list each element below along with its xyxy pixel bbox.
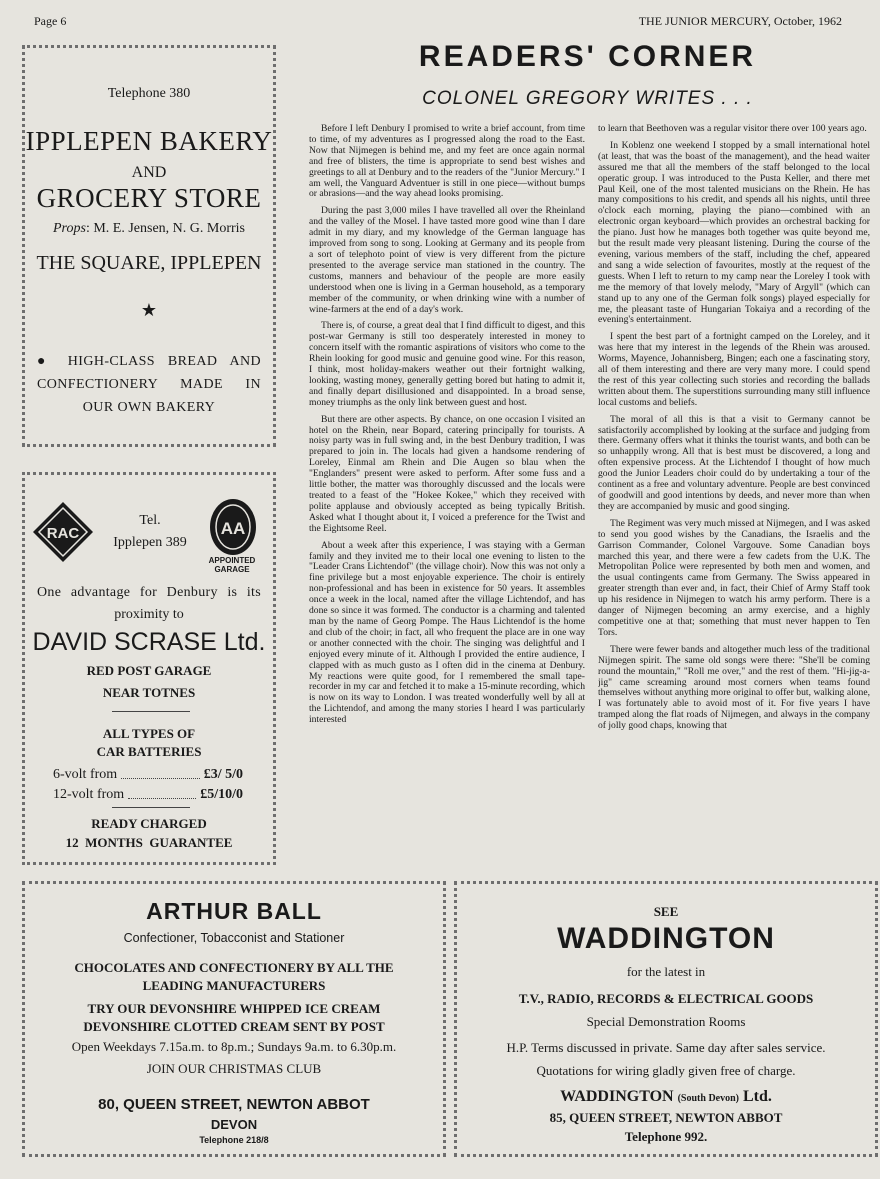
aa-badge-text: AA (220, 519, 246, 538)
company-name: WADDINGTON (560, 1088, 674, 1105)
advantage-line-2: proximity to (114, 607, 184, 622)
article-paragraph: The Regiment was very much missed at Nijmegen, and I was asked to send you good wishes by the Canadians, the Israelis and the Garrison Commander, Colonel Vargouve. Some Canadian boys marched this year, and there were a few cadets from the U.K. The Metropolitan Police were represented by both men and women, and the usual contingents came from Germany. The Swiss appeared in greater strength than ever and, in fact, their Chief of Army Staff took up his residence in Nijmegen to watch his army perform. There is a danger of Nijmegen becoming an army exercise, and a highly competitive one at that; something that must never happen to Ten Tors. (598, 517, 870, 638)
waddington-telephone: Telephone 992. (624, 1129, 708, 1144)
price-label: 12-volt from (53, 787, 125, 802)
tagline-1: HIGH-CLASS BREAD AND (67, 354, 261, 369)
tel-number: Ipplepen 389 (113, 535, 187, 550)
article-paragraph: During the past 3,000 miles I have travelled all over the Rheinland and the valley of the Mosel. I have tasted more good wine than I dare admit in my diary, and my knowledge of the German language has improved from song to song. Looking at Germany and its people from a sort of telephoto point of view is very different from the picture presented to the average service man stationed in the country. The customs, manners and behaviour of the people are more easily understood when one is living in a German household, as a temporary member of the community, or when drinking wine with a number of wine-farmers at the end of a day's work. (309, 205, 585, 315)
garage-label: GARAGE (214, 565, 250, 574)
ball-address: 80, QUEEN STREET, NEWTON ABBOT (98, 1096, 370, 1113)
waddington-address: 85, QUEEN STREET, NEWTON ABBOT (549, 1110, 783, 1125)
battery-types-2: CAR BATTERIES (96, 744, 202, 759)
company-note: (South Devon) (677, 1093, 739, 1104)
page-number: Page 6 (34, 14, 67, 28)
article-paragraph: About a week after this experience, I was staying with a German family and they invited me to their local one evening to listen to the "Leader Crans Lichtendof" (the village choir). Now this was not only a fine privilege but a most enjoyable experience. The choir is entirely non-professional and has been in existence for 50 years. It assembles once a week in the local, named after the village Lichtendof, and has done so since it was formed. The conductor is a charming and talented man by the name of Georg Pompe. The Haus Lichtendof is the home and club of the choir; in fact, all who frequent the place are in one way or another connected with the choir. The singing was delightful and I enjoyed every minute of it. Although I provided the entire audience, I clapped with as much gusto as I often did in the cinema at Denbury. My reactions were quite good, for I remembered the small tape-recorder in my car and fetched it to make a 15-minute recording, which is now on its way to London. I was treated wonderfully well by all at the Lichtendof, and among the many stories I heard I was particularly interested (309, 539, 585, 726)
bakery-ad (22, 45, 276, 447)
waddington-rooms: Special Demonstration Rooms (586, 1014, 746, 1029)
price-value: £3/ 5/0 (203, 767, 243, 782)
waddington-company (457, 1088, 875, 1106)
garage-ad (22, 472, 276, 865)
tagline-2: CONFECTIONERY MADE IN (37, 377, 261, 392)
bakery-and: AND (131, 164, 167, 181)
garage-location: NEAR TOTNES (102, 685, 196, 700)
article-paragraph: But there are other aspects. By chance, on one occasion I visited an hotel on the Rhein, near Bopard, catering principally for tourists. A noisy party was in full swing and, in the best Denbury tradition, I was prepared to join in. The locals had given a handsome rendering of Loreley, Einmal am Rhein and Die Augen so blau when the "Englanders" present were asked to perform. After some fuss and a little bother, the matter was thoroughly discussed and the locals were treated to a feast of the "Hokee Kokee," which they received with polite applause and obviously accepted as being typically British. Asked what I thought about it, I voiced a preference for the Twist and the Eightsome Reel. (309, 413, 585, 534)
appointed-label: APPOINTED (208, 556, 256, 565)
aa-badge-icon (208, 497, 258, 557)
props-label: Props (53, 221, 86, 236)
article-column-1 (309, 124, 585, 876)
garage-divider (112, 711, 190, 712)
star-icon: ★ (140, 300, 158, 320)
price-value: £5/10/0 (200, 787, 243, 802)
props-names: : M. E. Jensen, N. G. Morris (85, 221, 245, 236)
rac-badge-text: RAC (46, 525, 80, 542)
garage-divider (112, 807, 190, 808)
article-title: READERS' CORNER (418, 40, 757, 73)
ready-charged: READY CHARGED (91, 816, 207, 831)
ball-trade: Confectioner, Tobacconist and Stationer (123, 931, 345, 945)
tagline-3: OUR OWN BAKERY (82, 400, 216, 415)
waddington-goods: T.V., RADIO, RECORDS & ELECTRICAL GOODS (518, 991, 814, 1006)
price-label: 6-volt from (53, 767, 118, 782)
ball-line-1: CHOCOLATES AND CONFECTIONERY BY ALL THE (74, 960, 394, 975)
waddington-latest: for the latest in (626, 964, 706, 979)
ball-club: JOIN OUR CHRISTMAS CLUB (146, 1061, 322, 1076)
waddington-ad (454, 881, 878, 1157)
article-paragraph: I spent the best part of a fortnight camped on the Loreley, and it was here that my interest in the legends of the Rhein was aroused. Worms, Mayence, Johannisberg, Bingen; each one a fascinating story, all of them interesting and there are very many more. I could spend the rest of this year collecting such stories and recording the ballads written about them. The superstitions surrounding many still influence local customs and beliefs. (598, 331, 870, 408)
company-suffix: Ltd. (743, 1088, 772, 1105)
guarantee: 12 MONTHS GUARANTEE (65, 835, 233, 850)
article-paragraph: There were fewer bands and altogether much less of the traditional Nijmegen spirit. The same old songs were there: "She'll be coming round the mountain," "Roll me over," and the rest of them. "Hi-jig-a-jig" came screaming around most corners when teams found themselves without anything more original to offer but, walking alone, I was fortunately able to avoid most of it. For five years I have tramped along the flat roads of Nijmegen, and always in the company of jolly good chaps, knowing that (598, 643, 870, 732)
article-paragraph: The moral of all this is that a visit to Germany cannot be satisfactorily accomplished by looking at the surface and judging from there. Germany offers what it thinks the tourist wants, and both can be so unhappily wrong. All that is best must be discovered, a long and often expensive process. At the Lichtendof I thought of how much good the Junior Leaders choir could do by undertaking a tour of the continent as a free and voluntary adventure. People are best convinced of goodwill and good intentions by deeds, and never more than when they are accompanied by music and good singing. (598, 413, 870, 512)
garage-name: RED POST GARAGE (86, 663, 212, 678)
bakery-name: IPPLEPEN BAKERY (25, 126, 273, 156)
garage-company: DAVID SCRASE Ltd. (32, 628, 266, 656)
waddington-quotations: Quotations for wiring gladly given free of charge. (536, 1063, 796, 1078)
article-column-2 (598, 124, 870, 876)
bullet-icon: ● (37, 354, 55, 369)
article-subtitle: COLONEL GREGORY WRITES . . . (422, 88, 753, 109)
bakery-props (25, 221, 273, 237)
tel-label: Tel. (139, 513, 161, 528)
advantage-line-1: One advantage for Denbury is its (37, 585, 261, 600)
bakery-tagline (37, 350, 261, 419)
battery-types-1: ALL TYPES OF (102, 726, 196, 741)
article-paragraph: There is, of course, a great deal that I find difficult to digest, and this post-war Germany is still too desperately interested in money to concern itself with the romantic aspirations of visitors who come to the Rhein looking for good music and genuine good wine. For this reason, I think, most holiday-makers weather out their fortnight walking, looking, wasting money, generally getting bored but hating to admit it, and finally depart disillusioned and disappointed. In a broad sense, money triumphs as the only link between guest and host. (309, 320, 585, 408)
masthead: THE JUNIOR MERCURY, October, 1962 (638, 14, 842, 28)
price-row (53, 787, 243, 803)
ball-telephone: Telephone 218/8 (199, 1135, 269, 1145)
article-paragraph: to learn that Beethoven was a regular visitor there over 100 years ago. (598, 124, 867, 134)
ball-line-4: DEVONSHIRE CLOTTED CREAM SENT BY POST (83, 1019, 385, 1034)
ball-hours: Open Weekdays 7.15a.m. to 8p.m.; Sundays 9a.m. to 6.30p.m. (71, 1039, 397, 1054)
bakery-address: THE SQUARE, IPPLEPEN (36, 252, 262, 274)
article-paragraph: Before I left Denbury I promised to write a brief account, from time to time, of my adventures as I progressed along the road to the East. Now that Nijmegen is behind me, and my feet are once again normal and free of blisters, the time is appropriate to send best wishes and greetings to all at Denbury and to the readers of the "Junior Mercury." I am well, the Vanguard Adventuer is still in one piece—without bumps or abrasions—and the way ahead looks promising. (309, 124, 585, 200)
grocery-name: GROCERY STORE (36, 183, 262, 213)
bakery-telephone: Telephone 380 (107, 86, 191, 101)
appointed-garage (200, 556, 264, 574)
ball-county: DEVON (210, 1117, 258, 1132)
waddington-hp: H.P. Terms discussed in private. Same day after sales service. (506, 1040, 826, 1055)
rac-badge-icon (31, 500, 95, 564)
ball-line-2: LEADING MANUFACTURERS (142, 978, 326, 993)
waddington-name: WADDINGTON (557, 922, 775, 955)
arthur-ball-ad (22, 881, 446, 1157)
ball-line-3: TRY OUR DEVONSHIRE WHIPPED ICE CREAM (87, 1001, 381, 1016)
price-row (53, 767, 243, 783)
article-paragraph: In Koblenz one weekend I stopped by a small international hotel (at least, that was the boast of the management), and the head waiter assured me that all the members of the staff belonged to the local operatic group. I was introduced to the Pusta Keller, and there met Paul Keil, one of the most talented musicians on the Rhein. He has many compositions to his credit, and spends all his nights, until three o'clock each morning, playing the piano—combined with an electronic organ keyboard—which provides an orchestral backing for the piano. Just how he manages both together was quite beyond me, but the result made very pleasant listening. During the course of the evening, various members of the staff, including the chef, appeared and sang a wide selection of favourites, mostly at the request of the guests. When I left to return to my camp near the Loreley I took with me the memory of that lovely melody, "Mary of Argyll" (which can stand up to any one of the German folk songs) played especially for me, the pleasant taste of Hungarian Tokaiya and a recording of the evening's entertainment. (598, 139, 870, 326)
waddington-see: SEE (653, 904, 679, 919)
garage-tel (100, 510, 200, 554)
ball-name: ARTHUR BALL (146, 898, 322, 924)
